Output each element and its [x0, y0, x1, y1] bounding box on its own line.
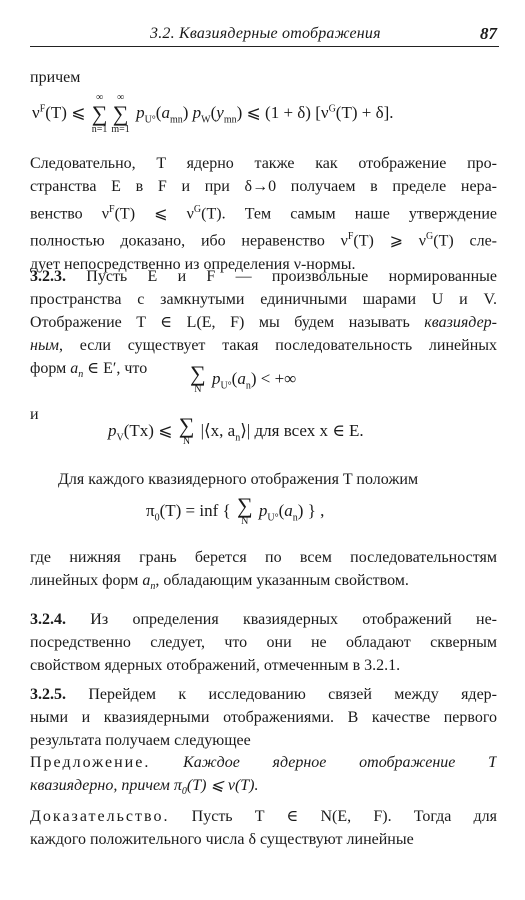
- text-line: свойством ядерных отображений, отмеченным в 3.2.1.: [30, 657, 401, 674]
- equation-3: $p_V(Tx)$ ⩽ ∑ N |⟨x, $a_n⟩|$ для всех x ∈ E.: [108, 413, 364, 447]
- header-title: 3.2. Квазиядерные отображения: [150, 25, 381, 42]
- equation-2: ∑ N $p_{U^\circ}(a_n)$ < +∞: [190, 361, 297, 395]
- paragraph-consequently: [30, 152, 497, 276]
- text-line: посредственно следует, что они не обладают скверным: [30, 634, 497, 651]
- text-line: полностью доказано, ибо неравенство $\nu^F(T)$ ⩾ $\nu^G(T)$ сле-: [30, 231, 497, 250]
- text-line: 3.2.4. Из определения квазиядерных отображений не-: [30, 611, 497, 628]
- text-line: странства E в F и при δ→0 получаем в пределе нера-: [30, 178, 497, 195]
- proof: [30, 805, 497, 851]
- text-line: ными и квазиядерными отображениями. В качестве первого: [30, 709, 497, 726]
- text-line: форм $a_n$ ∈ E′, что: [30, 360, 148, 381]
- text-prichem: причем: [30, 69, 81, 86]
- paragraph-3-2-5: [30, 683, 497, 752]
- text-line: 3.2.3. Пусть E и F — произвольные нормированные: [30, 268, 497, 285]
- text-and: и: [30, 406, 39, 423]
- text-line: Предложение. Каждое ядерное отображение T: [30, 754, 497, 771]
- text-line: дует непосредственно из определения ν-нормы.: [30, 255, 356, 273]
- text-line: квазиядерно, причем $\pi_0(T)$ ⩽ ν(T).: [30, 777, 259, 798]
- text-line: ным, если существует такая последовательность линейных: [30, 337, 497, 354]
- paragraph-3-2-4: [30, 608, 497, 677]
- text-line: Следовательно, T ядерно также как отображение про-: [30, 155, 497, 172]
- running-header: [30, 24, 499, 47]
- page-number: 87: [480, 24, 497, 43]
- text-line: линейных форм $a_n$, обладающим указанным свойством.: [30, 572, 409, 593]
- text-line: венство $\nu^F(T)$ ⩽ $\nu^G(T)$. Тем самым наше утверждение: [30, 204, 497, 223]
- text-line: пространства с замкнутыми единичными шарами U и V.: [30, 291, 497, 308]
- text-line: Доказательство. Пусть T ∈ N(E, F). Тогда для: [30, 808, 497, 825]
- text-line: где нижняя грань берется по всем последовательностям: [30, 549, 497, 566]
- text-line: Отображение T ∈ L(E, F) мы будем называть квазиядер-: [30, 314, 497, 331]
- text-line: 3.2.5. Перейдем к исследованию связей между ядер-: [30, 686, 497, 703]
- paragraph-infimum: [30, 546, 497, 598]
- text-line: результата получаем следующее: [30, 732, 251, 749]
- paragraph-define: Для каждого квазиядерного отображения T положим: [58, 471, 419, 488]
- proposition: [30, 751, 497, 803]
- text-line: каждого положительного числа δ существуют линейные: [30, 831, 414, 848]
- equation-4: $\pi_0(T)$ = inf { ∑ N $p_{U^\circ}(a_n)$ } ,: [146, 493, 325, 527]
- equation-1: $\nu^F(T)$ ⩽ ∞ ∑ n=1 ∞ ∑ m=1 $p_{U^\circ}(a_{mn})$ $p_W(y_{mn})$ ⩽ (1 + δ) $[\nu^G(T) + \delta]$.: [32, 92, 394, 135]
